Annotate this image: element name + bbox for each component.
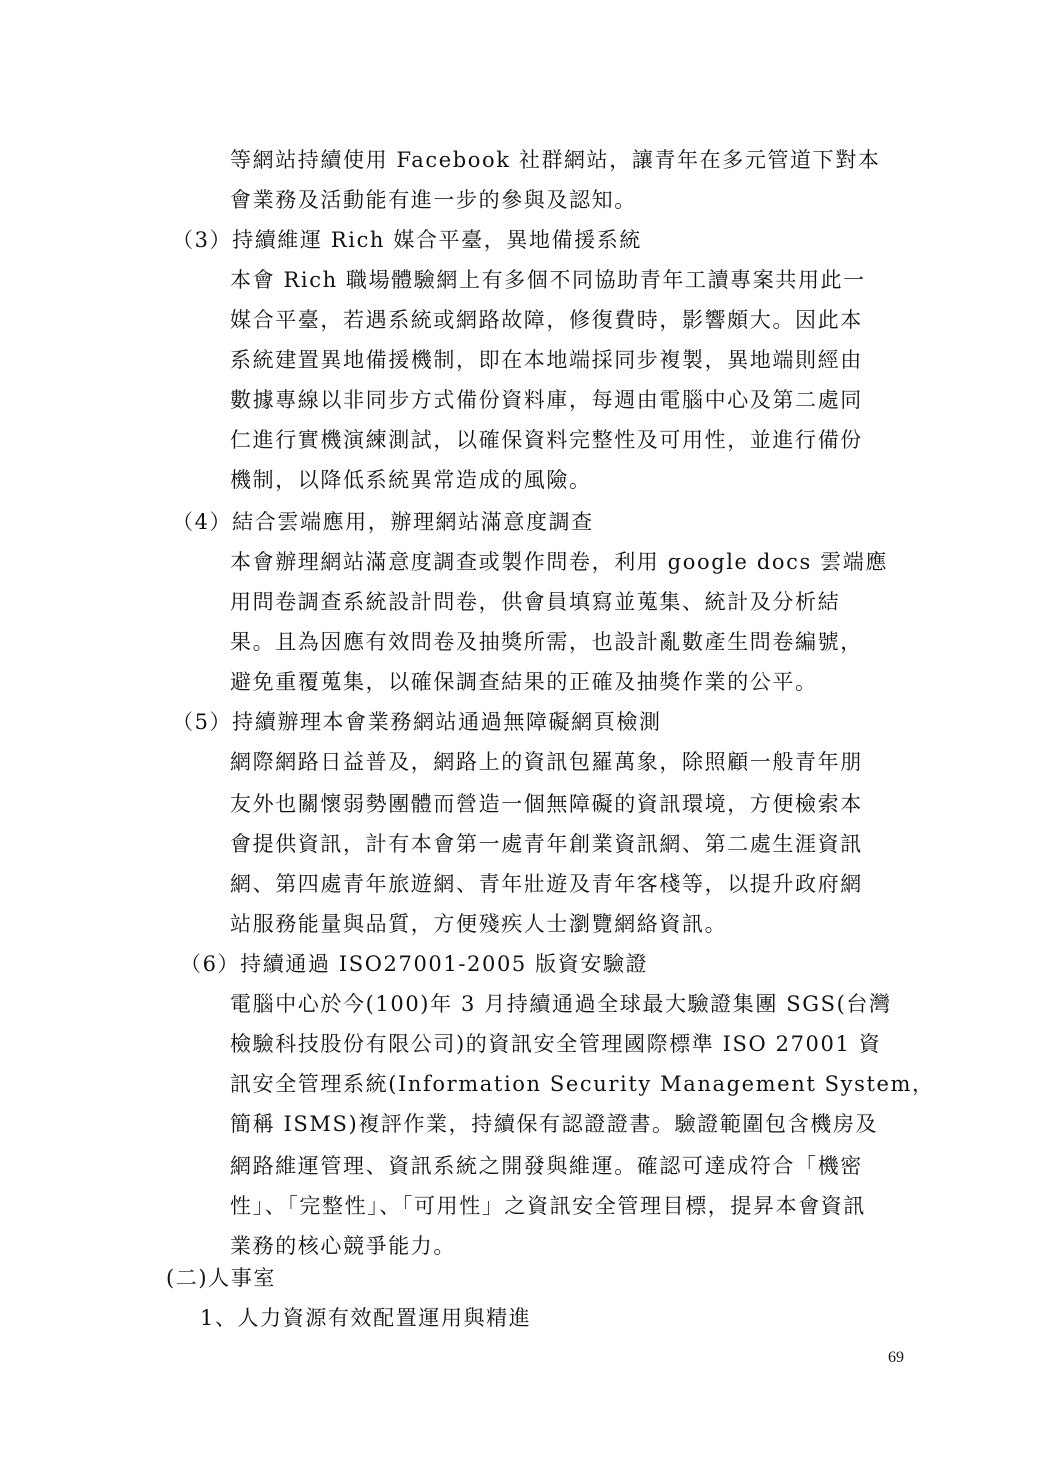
section2-heading: (二)人事室 [166, 1266, 276, 1290]
intro-line-2: 會業務及活動能有進一步的參與及認知。 [230, 188, 637, 212]
item6-line-1: 電腦中心於今(100)年 3 月持續通過全球最大驗證集團 SGS(台灣 [230, 992, 892, 1016]
item3-line-2: 媒合平臺，若遇系統或網路故障，修復費時，影響頗大。因此本 [230, 308, 863, 332]
item6-heading: （6）持續通過 ISO27001-2005 版資安驗證 [180, 952, 649, 976]
item4-line-2: 用問卷調查系統設計問卷，供會員填寫並蒐集、統計及分析結 [230, 590, 841, 614]
item6-line-6: 性」、「完整性」、「可用性」之資訊安全管理目標，提昇本會資訊 [230, 1194, 866, 1218]
item5-line-3: 會提供資訊，計有本會第一處青年創業資訊網、第二處生涯資訊 [230, 832, 863, 856]
item6-line-2: 檢驗科技股份有限公司)的資訊安全管理國際標準 ISO 27001 資 [230, 1032, 882, 1056]
page-number: 69 [888, 1349, 904, 1366]
item3-line-3: 系統建置異地備援機制，即在本地端採同步複製，異地端則經由 [230, 348, 863, 372]
item4-line-3: 果。且為因應有效問卷及抽獎所需，也設計亂數產生問卷編號， [230, 630, 863, 654]
item6-line-7: 業務的核心競爭能力。 [230, 1234, 456, 1258]
item3-line-6: 機制，以降低系統異常造成的風險。 [230, 468, 592, 492]
item6-line-3: 訊安全管理系統(Information Security Management System， [230, 1072, 935, 1096]
item4-line-4: 避免重覆蒐集，以確保調查結果的正確及抽獎作業的公平。 [230, 670, 818, 694]
section2-sub1: 1、人力資源有效配置運用與精進 [200, 1306, 532, 1330]
intro-line-1: 等網站持續使用 Facebook 社群網站，讓青年在多元管道下對本 [230, 148, 881, 172]
item6-line-5: 網路維運管理、資訊系統之開發與維運。確認可達成符合「機密 [230, 1154, 863, 1178]
item5-line-5: 站服務能量與品質，方便殘疾人士瀏覽網絡資訊。 [230, 912, 728, 936]
item5-heading: （5）持續辦理本會業務網站通過無障礙網頁檢測 [172, 710, 662, 734]
item5-line-4: 網、第四處青年旅遊網、青年壯遊及青年客棧等，以提升政府網 [230, 872, 863, 896]
item5-line-2: 友外也關懷弱勢團體而營造一個無障礙的資訊環境，方便檢索本 [230, 792, 863, 816]
item4-line-1: 本會辦理網站滿意度調查或製作問卷，利用 google docs 雲端應 [230, 550, 888, 574]
item5-line-1: 網際網路日益普及，網路上的資訊包羅萬象，除照顧一般青年朋 [230, 750, 863, 774]
item6-line-4: 簡稱 ISMS)複評作業，持續保有認證證書。驗證範圍包含機房及 [230, 1112, 879, 1136]
item3-line-1: 本會 Rich 職場體驗網上有多個不同協助青年工讀專案共用此一 [230, 268, 866, 292]
item3-line-5: 仁進行實機演練測試，以確保資料完整性及可用性，並進行備份 [230, 428, 863, 452]
item3-heading: （3）持續維運 Rich 媒合平臺，異地備援系統 [172, 228, 642, 252]
item4-heading: （4）結合雲端應用，辦理網站滿意度調查 [172, 510, 594, 534]
item3-line-4: 數據專線以非同步方式備份資料庫，每週由電腦中心及第二處同 [230, 388, 863, 412]
